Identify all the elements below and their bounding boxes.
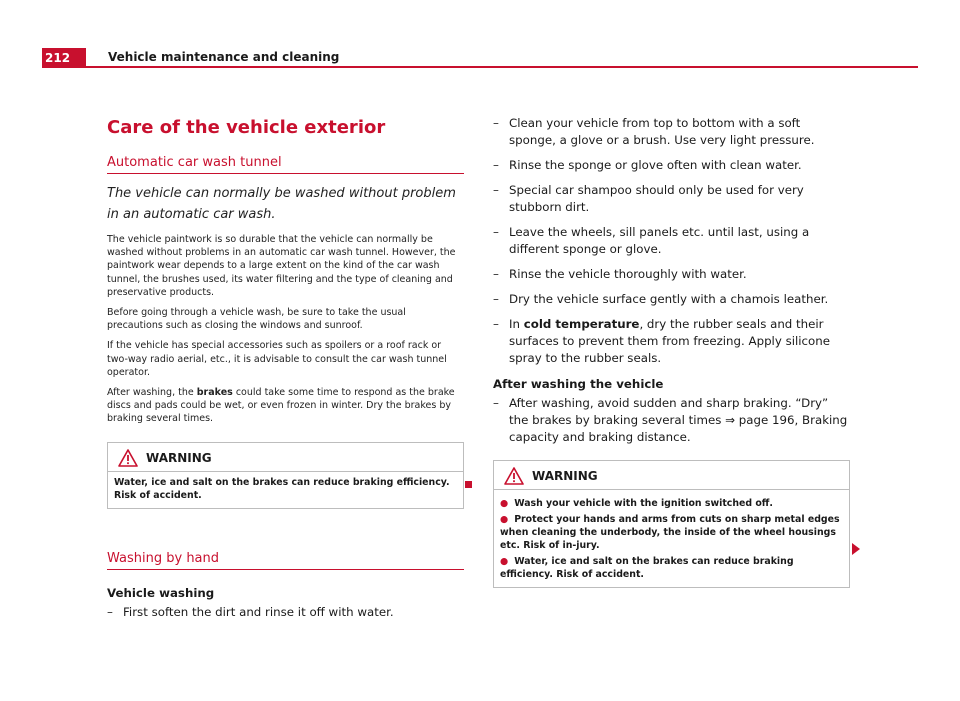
list-item-text: Rinse the vehicle thoroughly with water. [509,267,747,281]
chapter-title: Vehicle maintenance and cleaning [108,50,340,64]
end-of-section-square-icon [465,481,472,488]
list-item-text: After washing, avoid sudden and sharp braking. “Dry” the brakes by braking several times ⇒ page 196, Braking capacity and braking distance. [509,396,848,444]
warning-list [494,490,849,587]
warning-item-text: Protect your hands and arms from cuts on sharp metal edges when cleaning the underbody, the inside of the wheel housings etc. Risk of in-jury. [500,514,840,551]
list-item [493,291,850,308]
dash-marker: – [493,158,499,172]
dash-marker: – [493,183,499,197]
emphasis-cold-temperature: cold temperature [523,317,640,331]
text: , dry the rubber seals and their surfaces to prevent them from freezing. Apply silicone spray to the rubber seals. [509,317,830,365]
list-item-text: Leave the wheels, sill panels etc. until last, using a different sponge or glove. [509,225,810,256]
warning-item [500,497,843,510]
warning-box [493,460,850,588]
dash-marker: – [493,317,499,331]
vehicle-washing-heading: Vehicle washing [107,585,215,600]
warning-item-text: Wash your vehicle with the ignition switched off. [514,498,773,509]
warning-header [108,443,463,472]
text: In [509,317,524,331]
bullet: ● [500,556,509,567]
paragraph: Before going through a vehicle wash, be sure to take the usual precautions such as closing the windows and sunroof. [107,307,406,332]
list-item [493,266,850,283]
warning-label: WARNING [532,469,598,483]
warning-box [107,442,464,509]
subsection-heading-car-wash: Automatic car wash tunnel [107,155,464,174]
emphasis-brakes: brakes [196,387,233,399]
page-number: 212 [42,48,86,68]
subsection-heading-washing-by-hand: Washing by hand [107,551,464,570]
header-divider [86,66,918,68]
warning-triangle-icon [118,449,138,467]
dash-marker: – [493,396,499,410]
paragraph: The vehicle paintwork is so durable that the vehicle can normally be washed without problems in an automatic car wash tunnel. However, the paintwork wear depends to a large extent on the kind of the car wash tunnel, the brushes used, its water filtering and the type of cleaning and preservative products. [107,234,456,298]
dash-marker: – [493,116,499,130]
warning-header [494,461,849,490]
list-item [493,157,850,174]
paragraph-brakes [107,386,464,426]
warning-triangle-icon [504,467,524,485]
left-column [107,115,464,621]
after-washing-heading: After washing the vehicle [493,377,664,391]
list-item [493,115,850,149]
text: After washing, the [107,387,197,399]
dash-marker: – [493,292,499,306]
bullet: ● [500,514,509,525]
warning-label: WARNING [146,450,212,465]
list-item-text: Dry the vehicle surface gently with a chamois leather. [509,292,829,306]
dash-marker: – [107,604,113,619]
lead-paragraph: The vehicle can normally be washed without problem in an automatic car wash. [107,186,456,222]
bullet: ● [500,498,509,509]
dash-marker: – [493,225,499,239]
paragraph: If the vehicle has special accessories such as spoilers or a roof rack or two-way radio aerial, etc., it is advisable to consult the car wash tunnel operator. [107,340,447,378]
list-item [493,224,850,258]
right-column [493,115,850,588]
list-item-text: First soften the dirt and rinse it off with water. [123,604,394,619]
list-item [493,395,850,446]
section-title: Care of the vehicle exterior [107,117,386,138]
dash-marker: – [493,267,499,281]
continue-arrow-icon [852,543,860,555]
list-item-text: Rinse the sponge or glove often with clean water. [509,158,802,172]
page-header [42,48,918,68]
list-item-cold-temperature [493,316,850,367]
list-item-text: Special car shampoo should only be used for very stubborn dirt. [509,183,804,214]
text: could take some time to respond as the brake discs and pads could be wet, or even frozen in winter. Dry the brakes by braking several times. [107,387,455,425]
list-item-text [509,316,850,367]
list-item-text: Clean your vehicle from top to bottom with a soft sponge, a glove or a brush. Use very light pressure. [509,116,815,147]
list-item [493,182,850,216]
warning-item [500,555,843,581]
warning-text: Water, ice and salt on the brakes can reduce braking efficiency. Risk of accident. [114,476,450,501]
warning-item-text: Water, ice and salt on the brakes can reduce braking efficiency. Risk of accident. [500,556,794,580]
list-item [107,604,464,621]
warning-item [500,513,843,552]
